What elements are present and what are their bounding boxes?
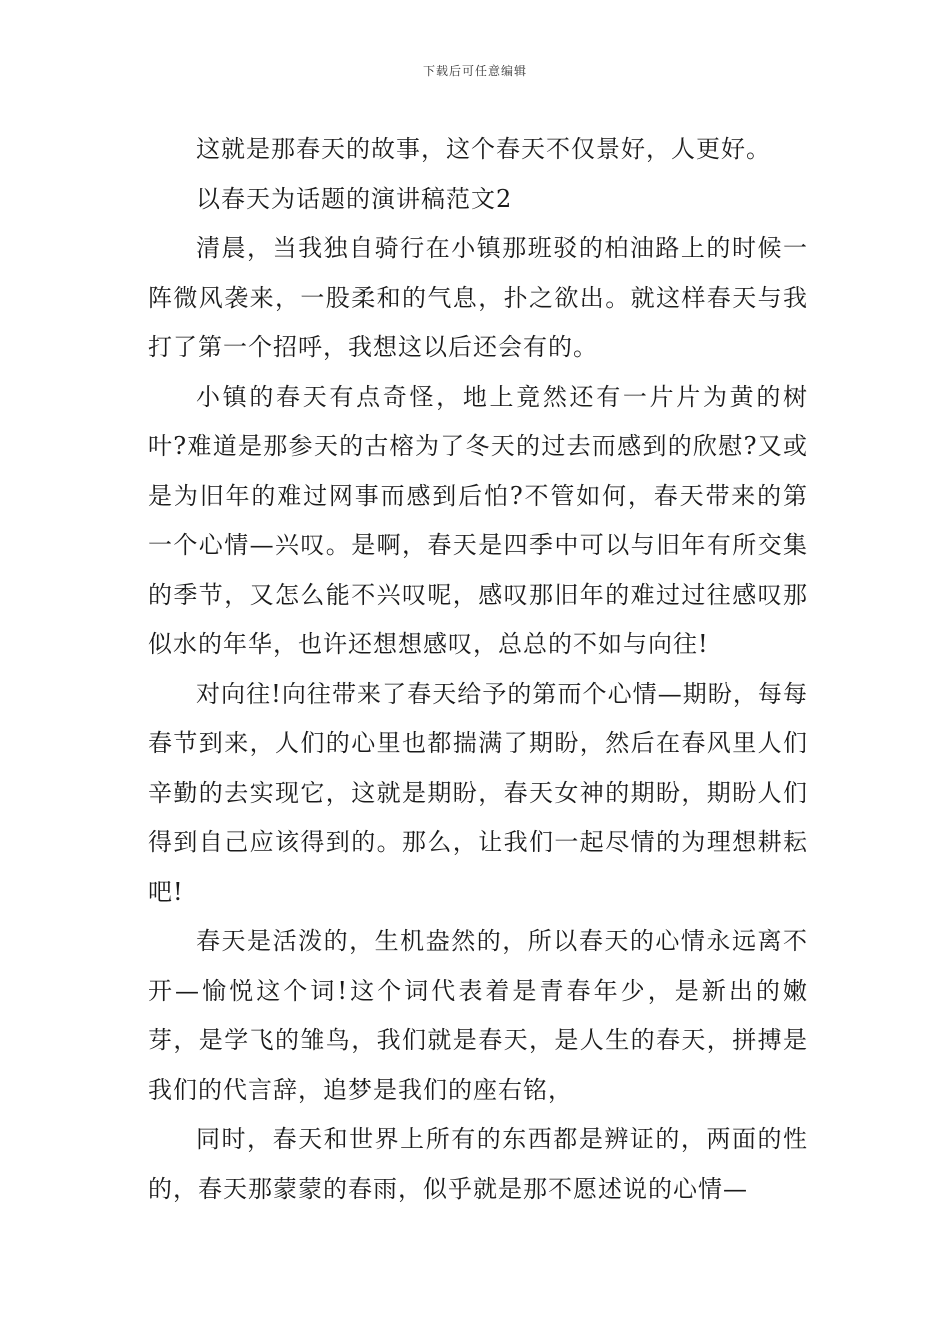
- document-body: [148, 125, 808, 1214]
- paragraph: 春天是活泼的，生机盎然的，所以春天的心情永远离不开—愉悦这个词!这个词代表着是青春年少，是新出的嫩芽，是学飞的雏鸟，我们就是春天，是人生的春天，拼搏是我们的代言辞，追梦是我们的座右铭，: [148, 927, 808, 1104]
- paragraph: 同时，春天和世界上所有的东西都是辨证的，两面的性的，春天那蒙蒙的春雨，似乎就是那不愿述说的心情—: [148, 1125, 808, 1203]
- section-title: 以春天为话题的演讲稿范文2: [196, 184, 513, 213]
- paragraph: 清晨，当我独自骑行在小镇那班驳的柏油路上的时候一阵微风袭来，一股柔和的气息，扑之欲出。就这样春天与我打了第一个招呼，我想这以后还会有的。: [148, 234, 808, 361]
- paragraph: 小镇的春天有点奇怪，地上竟然还有一片片为黄的树叶?难道是那参天的古榕为了冬天的过去而感到的欣慰?又或是为旧年的难过网事而感到后怕?不管如何，春天带来的第一个心情—兴叹。是啊，春天是四季中可以与旧年有所交集的季节，又怎么能不兴叹呢，感叹那旧年的难过过往感叹那似水的年华，也许还想想感叹，总总的不如与向往!: [148, 382, 808, 658]
- paragraph-closing-line: 这就是那春天的故事，这个春天不仅景好，人更好。: [196, 135, 771, 163]
- paragraph: 对向往!向往带来了春天给予的第而个心情—期盼，每每春节到来，人们的心里也都揣满了期盼，然后在春风里人们辛勤的去实现它，这就是期盼，春天女神的期盼，期盼人们得到自己应该得到的。那么，让我们一起尽情的为理想耕耘吧!: [148, 679, 808, 906]
- page-header-note: 下载后可任意编辑: [422, 64, 527, 78]
